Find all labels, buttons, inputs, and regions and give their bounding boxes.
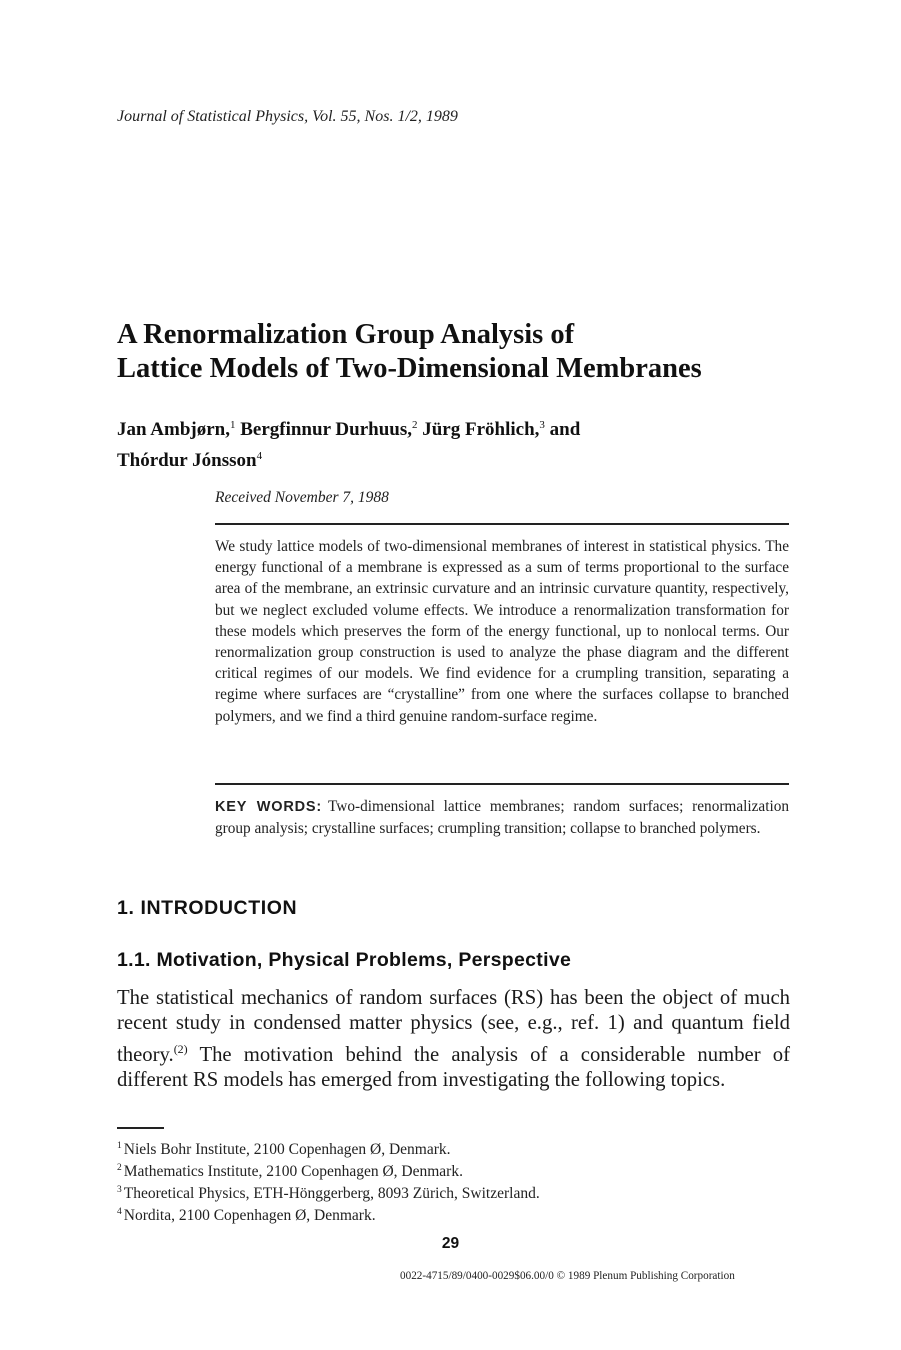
author-name: Jürg Fröhlich,	[422, 419, 540, 440]
footnote	[117, 1203, 540, 1225]
author-conjunction: and	[549, 419, 581, 440]
body-paragraph	[117, 986, 790, 1094]
copyright-line: 0022-4715/89/0400-0029$06.00/0 © 1989 Plenum Publishing Corporation	[400, 1270, 735, 1282]
citation-ref: (2)	[173, 1041, 188, 1056]
footnote-text: Niels Bohr Institute, 2100 Copenhagen Ø, Denmark.	[123, 1141, 451, 1158]
page-number: 29	[441, 1235, 460, 1252]
footnote-mark: 4	[117, 1207, 122, 1217]
footnote	[117, 1137, 540, 1159]
affiliation-mark: 4	[256, 450, 263, 462]
author-list	[117, 412, 580, 474]
keywords-label: KEY WORDS:	[215, 799, 322, 815]
affiliation-mark: 2	[411, 419, 418, 431]
abstract-bottom-rule	[215, 783, 789, 785]
author-line-2	[117, 443, 580, 474]
footnote-text: Nordita, 2100 Copenhagen Ø, Denmark.	[123, 1207, 376, 1224]
paper-title	[117, 318, 702, 386]
affiliation-mark: 3	[539, 419, 545, 431]
footnote-text: Theoretical Physics, ETH-Hönggerberg, 8093 Zürich, Switzerland.	[123, 1185, 540, 1202]
author-name: Bergfinnur Durhuus,	[240, 419, 412, 440]
footnotes	[117, 1137, 540, 1225]
keywords	[215, 796, 789, 839]
footnote-text: Mathematics Institute, 2100 Copenhagen Ø, Denmark.	[123, 1163, 463, 1180]
author-name: Jan Ambjørn,	[117, 419, 230, 440]
body-text-part-1: The statistical mechanics of random surfaces (RS) has been the object of much recent study in condensed matter physics (see, e.g., ref. 1) and quantum field theory.	[117, 987, 790, 1066]
footnote-mark: 3	[117, 1185, 122, 1195]
title-line-1: A Renormalization Group Analysis of	[117, 319, 575, 350]
abstract: We study lattice models of two-dimensional membranes of interest in statistical physics. The energy functional of a membrane is expressed as a sum of terms proportional to the surface area of the membrane, an extrinsic curvature and an intrinsic curvature quantity, respectively, but we neglect excluded volume effects. We introduce a renormalization transformation for these models which preserves the form of the energy functional, up to nonlocal terms. Our renormalization group construction is used to analyze the phase diagram and the different critical regimes of our models. We find evidence for a crumpling transition, separating a regime where surfaces are “crystalline” from one where the surfaces collapse to branched polymers, and we find a third genuine random-surface regime.	[215, 538, 789, 725]
subsection-heading: 1.1. Motivation, Physical Problems, Perspective	[117, 949, 572, 971]
abstract-top-rule	[215, 523, 789, 525]
footnote-rule	[117, 1127, 164, 1129]
footnote	[117, 1159, 540, 1181]
footnote	[117, 1181, 540, 1203]
title-line-2: Lattice Models of Two-Dimensional Membranes	[117, 353, 702, 384]
body-text-part-2: The motivation behind the analysis of a considerable number of different RS models has emerged from investigating the following topics.	[117, 1043, 790, 1092]
received-date: Received November 7, 1988	[215, 489, 389, 506]
affiliation-mark: 1	[229, 419, 236, 431]
section-heading: 1. INTRODUCTION	[117, 897, 298, 919]
author-line-1	[117, 412, 580, 443]
author-name: Thórdur Jónsson	[117, 450, 257, 471]
footnote-mark: 1	[117, 1141, 122, 1151]
keywords-text: Two-dimensional lattice membranes; random surfaces; renormalization group analysis; crystalline surfaces; crumpling transition; collapse to branched polymers.	[215, 798, 790, 838]
journal-citation: Journal of Statistical Physics, Vol. 55, Nos. 1/2, 1989	[117, 108, 458, 125]
footnote-mark: 2	[117, 1163, 122, 1173]
